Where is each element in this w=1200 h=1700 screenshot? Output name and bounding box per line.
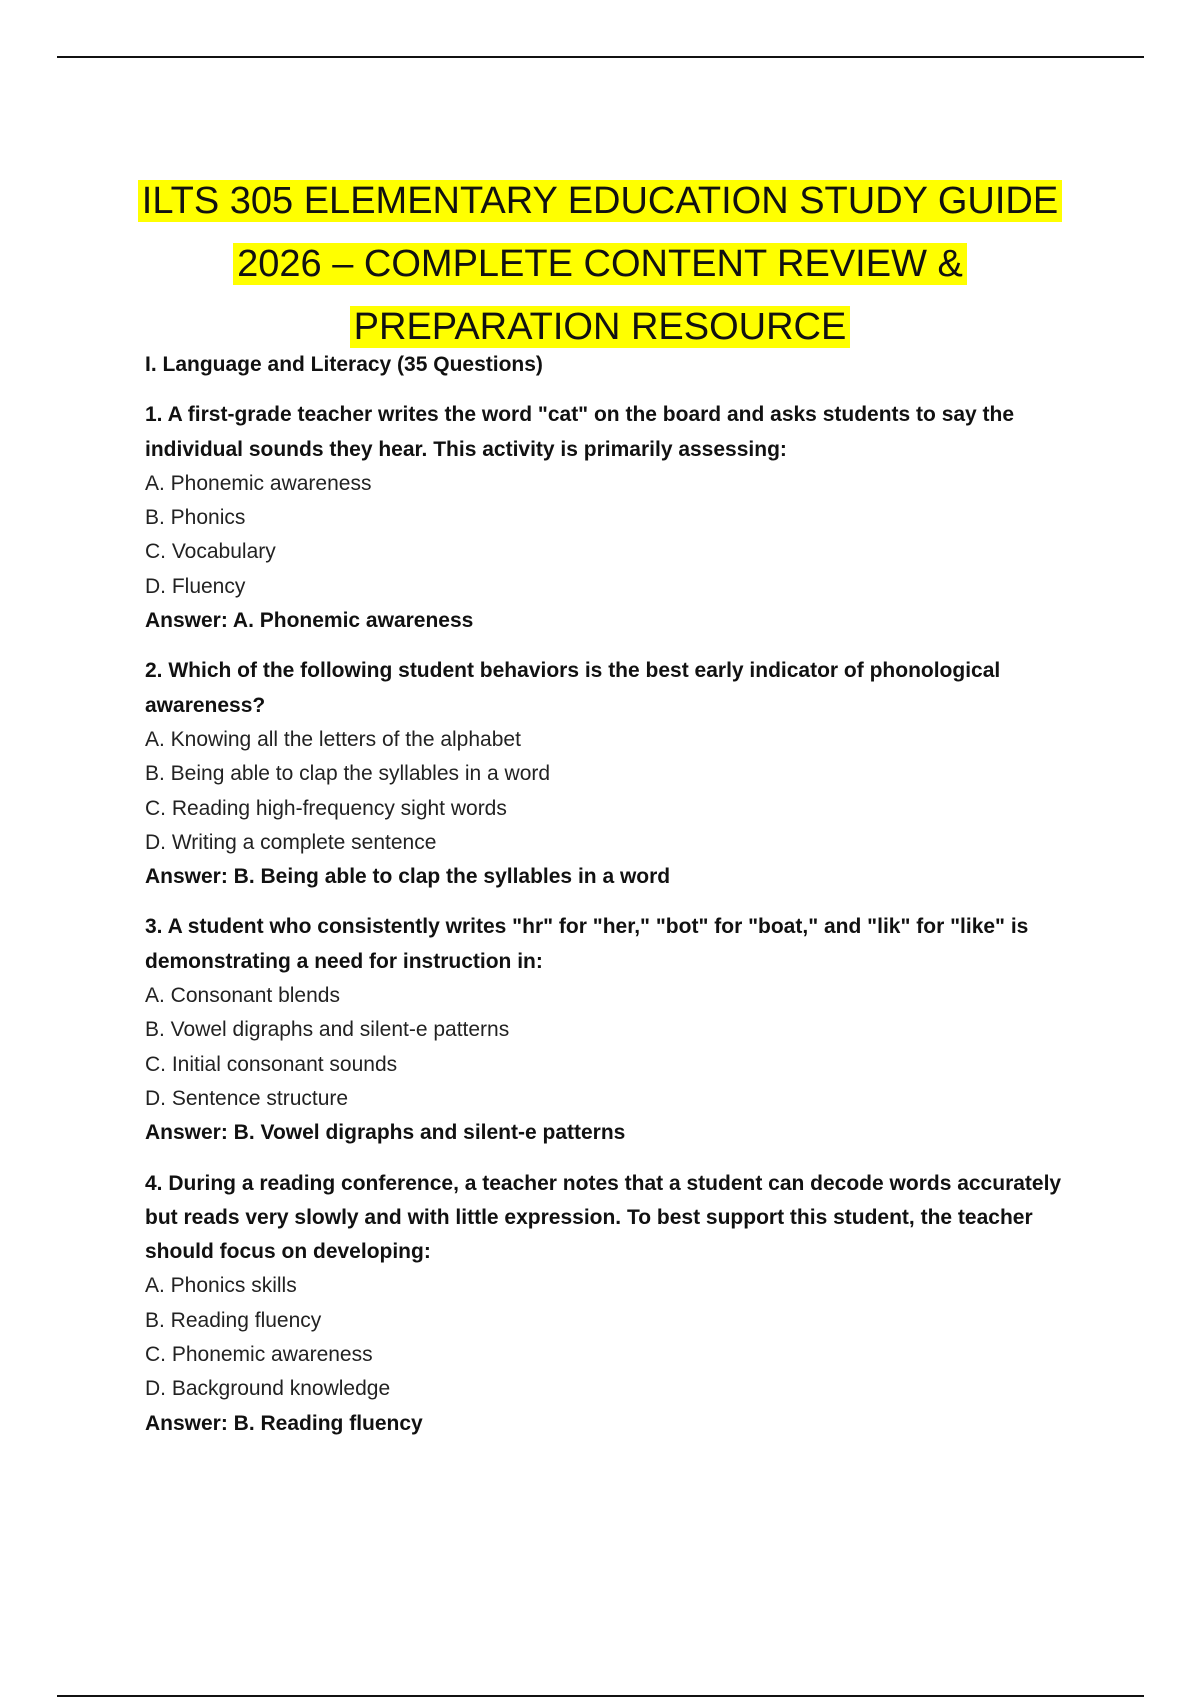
- option-d: D. Background knowledge: [145, 1377, 391, 1401]
- question-text: 1. A first-grade teacher writes the word "cat" on the board and asks students to say the individual sounds they hear. This activity is primarily assessing:: [145, 403, 1015, 461]
- option-b: B. Vowel digraphs and silent-e patterns: [145, 1018, 510, 1042]
- option-b: B. Phonics: [145, 506, 246, 530]
- option-a: A. Phonemic awareness: [145, 471, 372, 495]
- title-line-3: PREPARATION RESOURCE: [350, 306, 851, 348]
- option-c: C. Reading high-frequency sight words: [145, 796, 507, 820]
- answer: Answer: A. Phonemic awareness: [145, 609, 474, 633]
- question-4: [145, 1167, 1075, 1441]
- option-c: C. Phonemic awareness: [145, 1343, 373, 1367]
- answer: Answer: B. Reading fluency: [145, 1411, 423, 1435]
- option-d: D. Sentence structure: [145, 1086, 349, 1110]
- option-a: A. Phonics skills: [145, 1274, 297, 1298]
- question-2: [145, 654, 1075, 894]
- title-line-2: 2026 – COMPLETE CONTENT REVIEW &: [233, 243, 967, 285]
- top-rule: [57, 56, 1144, 58]
- option-d: D. Fluency: [145, 574, 246, 598]
- question-3: [145, 910, 1075, 1150]
- option-b: B. Being able to clap the syllables in a word: [145, 762, 551, 786]
- option-b: B. Reading fluency: [145, 1308, 322, 1332]
- bottom-rule: [57, 1695, 1144, 1697]
- answer: Answer: B. Vowel digraphs and silent-e patterns: [145, 1121, 626, 1145]
- question-text: 4. During a reading conference, a teacher notes that a student can decode words accurately but reads very slowly and with little expression. To best support this student, the teacher should focus on developing:: [145, 1171, 1062, 1264]
- question-text: 2. Which of the following student behaviors is the best early indicator of phonological awareness?: [145, 659, 1001, 717]
- option-c: C. Initial consonant sounds: [145, 1052, 398, 1076]
- answer: Answer: B. Being able to clap the syllables in a word: [145, 865, 671, 889]
- option-a: A. Knowing all the letters of the alphabet: [145, 727, 521, 751]
- document-body: [145, 348, 1075, 1457]
- question-1: [145, 398, 1075, 638]
- title-line-1: ILTS 305 ELEMENTARY EDUCATION STUDY GUIDE: [138, 180, 1062, 222]
- option-a: A. Consonant blends: [145, 984, 340, 1008]
- document-title: [100, 170, 1100, 359]
- option-d: D. Writing a complete sentence: [145, 830, 437, 854]
- option-c: C. Vocabulary: [145, 540, 276, 564]
- section-heading: I. Language and Literacy (35 Questions): [145, 353, 543, 376]
- question-text: 3. A student who consistently writes "hr" for "her," "bot" for "boat," and "lik" for "like" is demonstrating a need for instruction in:: [145, 915, 1029, 973]
